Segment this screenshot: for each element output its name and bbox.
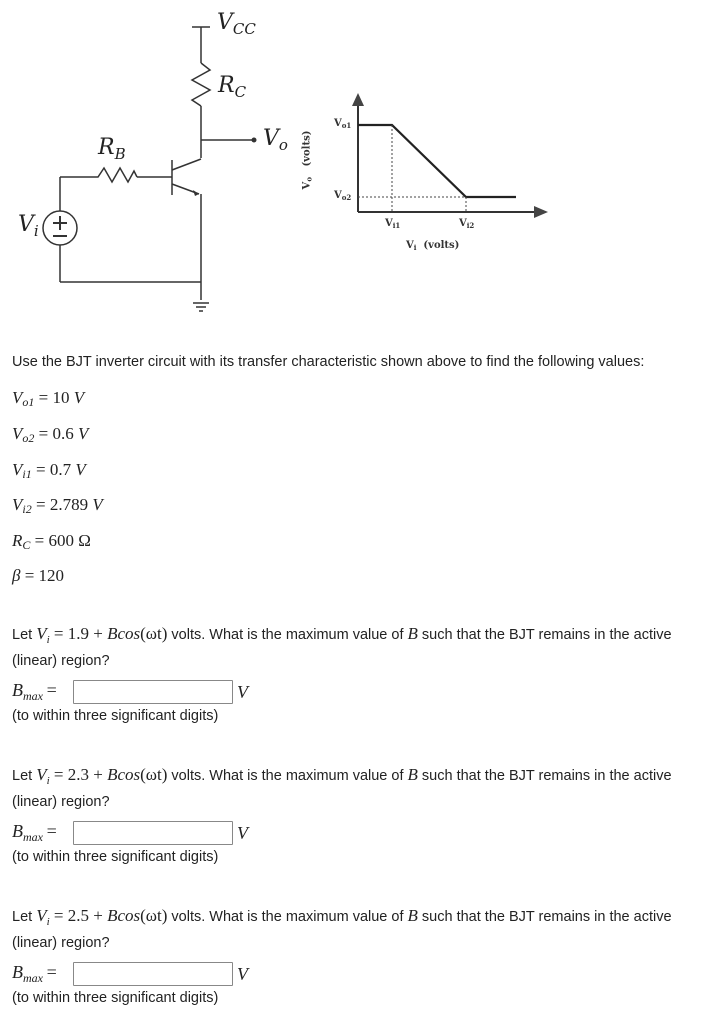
y-axis-label: $V_o$ (volts): [301, 130, 314, 190]
intro-text: Use the BJT inverter circuit with its transfer characteristic shown above to find the following values:: [12, 354, 645, 370]
vcc-label: $V_{CC}$: [217, 10, 256, 38]
given-vi1: $V_{i1} = 0.7$ V: [12, 460, 86, 481]
question-2-text: Let $V_i = 2.3 + Bcos(\omega t)$ volts. What is the maximum value of B such that the BJT remains in the active (linear) region?: [12, 765, 672, 810]
given-vo1: $V_{o1} = 10$ V: [12, 388, 85, 409]
vi2-tick-label: $V_{i2}$: [459, 218, 475, 230]
vo2-tick-label: $V_{o2}$: [334, 190, 352, 202]
bmax-input-3[interactable]: [73, 962, 233, 986]
given-rc: $R_C = 600$ Ω: [12, 531, 91, 552]
vo1-tick-label: $V_{o1}$: [334, 118, 352, 130]
vi-label: $V_i$: [18, 212, 39, 240]
bmax-label: $B_{max}$ =: [12, 962, 58, 985]
bmax-input-1[interactable]: [73, 680, 233, 704]
transfer-characteristic-graph: [352, 93, 548, 218]
unit-label: V: [237, 963, 248, 984]
unit-label: V: [237, 681, 248, 702]
bmax-label: $B_{max}$ =: [12, 821, 58, 844]
bmax-input-2[interactable]: [73, 821, 233, 845]
precision-hint-3: (to within three significant digits): [12, 990, 219, 1006]
unit-label: V: [237, 822, 248, 843]
vi1-tick-label: $V_{i1}$: [385, 218, 401, 230]
given-vi2: $V_{i2} = 2.789$ V: [12, 495, 103, 516]
question-1-text: Let $V_i = 1.9 + Bcos(\omega t)$ volts. What is the maximum value of B such that the BJT remains in the active (linear) region?: [12, 624, 672, 669]
given-vo2: $V_{o2} = 0.6$ V: [12, 424, 89, 445]
answer-row-3: [12, 960, 248, 988]
x-axis-label: $V_i$ (volts): [406, 240, 460, 252]
bmax-label: $B_{max}$ =: [12, 680, 58, 703]
vo-label: $V_o$: [263, 126, 288, 154]
circuit-and-graph-drawing: [0, 0, 716, 330]
given-beta: β = 120: [12, 566, 65, 585]
answer-row-2: [12, 819, 248, 847]
figure: [0, 0, 716, 330]
bjt-inverter-circuit: [43, 27, 252, 311]
answer-row-1: [12, 678, 248, 706]
question-3-text: Let $V_i = 2.5 + Bcos(\omega t)$ volts. What is the maximum value of B such that the BJT remains in the active (linear) region?: [12, 906, 672, 951]
precision-hint-1: (to within three significant digits): [12, 708, 219, 724]
rc-label: $R_C$: [218, 73, 247, 101]
precision-hint-2: (to within three significant digits): [12, 849, 219, 865]
rb-label: $R_B$: [98, 135, 126, 163]
